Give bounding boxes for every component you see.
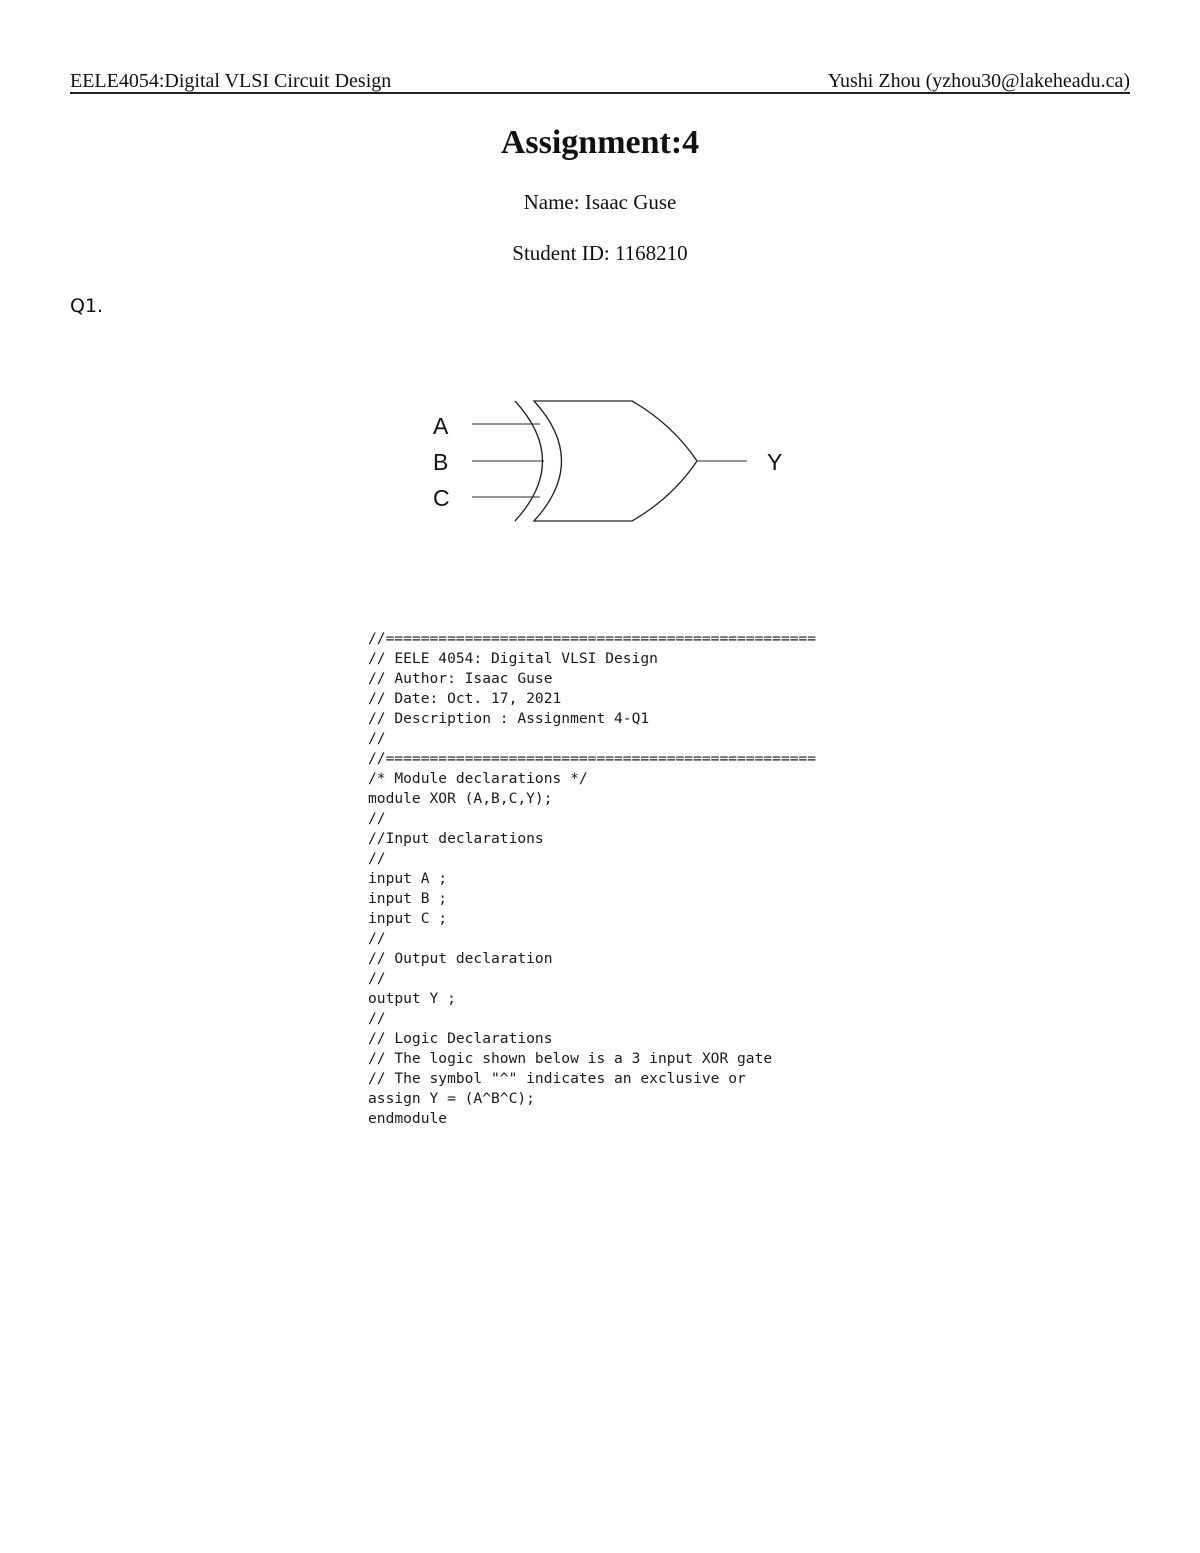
code-line: // Logic Declarations — [368, 1030, 553, 1047]
code-line: // — [368, 810, 386, 827]
xor-gate-diagram — [420, 390, 800, 535]
xor-gate-body — [534, 401, 697, 521]
code-line: //Input declarations — [368, 830, 544, 847]
code-line: // — [368, 1010, 386, 1027]
code-line: // — [368, 850, 386, 867]
code-line: //================================================= — [368, 630, 817, 647]
label-input-a: A — [433, 413, 449, 439]
question-label: Q1. — [70, 295, 104, 317]
code-line: //================================================= — [368, 750, 817, 767]
page-header — [70, 70, 1130, 94]
code-line: endmodule — [368, 1110, 448, 1127]
label-input-b: B — [433, 449, 449, 475]
label-input-c: C — [433, 485, 450, 511]
code-line: // Output declaration — [368, 950, 553, 967]
code-line: // The logic shown below is a 3 input XOR gate — [368, 1050, 773, 1067]
instructor-contact: Yushi Zhou (yzhou30@lakeheadu.ca) — [827, 70, 1130, 92]
code-line: output Y ; — [368, 990, 456, 1007]
code-line: input A ; — [368, 870, 448, 887]
code-line: input C ; — [368, 910, 448, 927]
code-line: // The symbol "^" indicates an exclusive or — [368, 1070, 746, 1087]
code-line: assign Y = (A^B^C); — [368, 1090, 535, 1107]
code-line: module XOR (A,B,C,Y); — [368, 790, 553, 807]
student-id: Student ID: 1168210 — [512, 241, 688, 265]
assignment-title: Assignment:4 — [500, 124, 700, 161]
student-name: Name: Isaac Guse — [523, 190, 677, 214]
verilog-code-block — [368, 629, 816, 1129]
course-title: EELE4054:Digital VLSI Circuit Design — [70, 70, 392, 92]
code-line: // — [368, 930, 386, 947]
code-line: // EELE 4054: Digital VLSI Design — [368, 650, 658, 667]
code-line: // Description : Assignment 4-Q1 — [368, 710, 650, 727]
code-line: /* Module declarations */ — [368, 770, 588, 787]
label-output-y: Y — [767, 449, 783, 475]
code-line: // Author: Isaac Guse — [368, 670, 553, 687]
code-line: // — [368, 970, 386, 987]
code-line: input B ; — [368, 890, 448, 907]
code-line: // — [368, 730, 386, 747]
code-line: // Date: Oct. 17, 2021 — [368, 690, 562, 707]
